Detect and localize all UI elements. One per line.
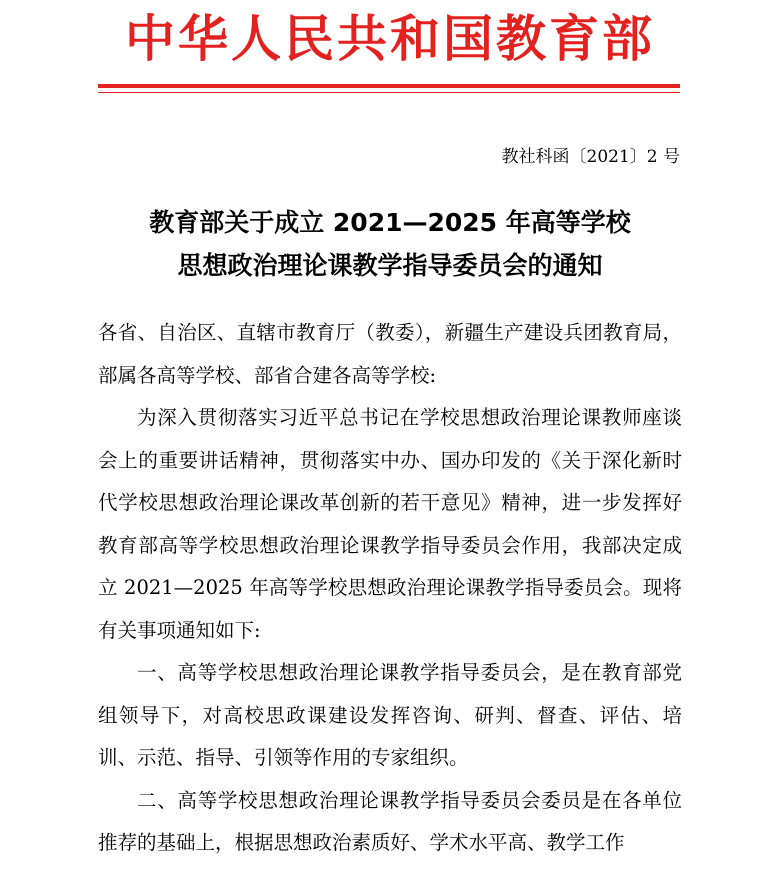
document-title-line-1: 教育部关于成立 2021—2025 年高等学校 [149,208,631,237]
addressee [98,312,682,397]
masthead-title: 中华人民共和国教育部 [125,9,655,68]
document-number: 教社科函〔2021〕2 号 [501,147,680,167]
body-paragraph-item-1: 一、高等学校思想政治理论课教学指导委员会，是在教育部党组领导下，对高校思政课建设发挥咨询、研判、督查、评估、培训、示范、指导、引领等作用的专家组织。 [98,661,682,769]
masthead-divider-thick [98,84,680,88]
masthead-divider-thin [98,92,680,93]
document-body [98,397,682,865]
document-title-line-2: 思想政治理论课教学指导委员会的通知 [177,251,603,280]
body-paragraph-intro: 为深入贯彻落实习近平总书记在学校思想政治理论课教师座谈会上的重要讲话精神，贯彻落实中办、国办印发的《关于深化新时代学校思想政治理论课改革创新的若干意见》精神，进一步发挥好教育部高等学校思想政治理论课教学指导委员会作用，我部决定成立 2021—2025 年高等学校思想政治理论课教学指导委员会。现将有关事项通知如下: [98,406,682,642]
addressee-text: 各省、自治区、直辖市教育厅（教委），新疆生产建设兵团教育局，部属各高等学校、部省合建各高等学校: [98,321,682,387]
body-paragraph-item-2: 二、高等学校思想政治理论课教学指导委员会委员是在各单位推荐的基础上，根据思想政治素质好、学术水平高、教学工作 [98,788,682,854]
